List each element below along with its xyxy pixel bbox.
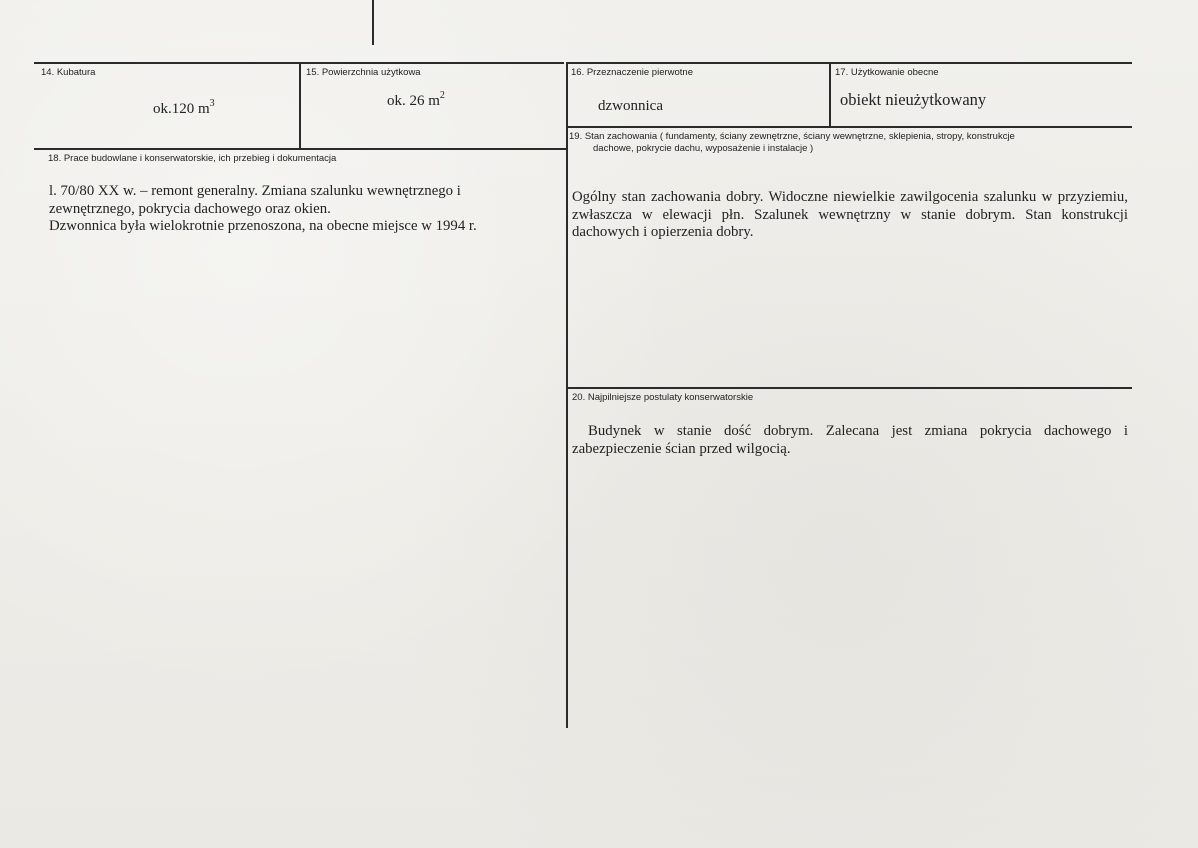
prace-paragraph-2: Dzwonnica była wielokrotnie przenoszona, na obecne miejsce w 1994 r.: [49, 218, 477, 234]
stan-label-line-2: dachowe, pokrycie dachu, wyposażenie i instalacje ): [593, 143, 814, 154]
powierzchnia-label: 15. Powierzchnia użytkowa: [306, 67, 421, 78]
kubatura-value: [153, 100, 215, 118]
kubatura-label: 14. Kubatura: [41, 67, 96, 78]
stan-label-line-1: 19. Stan zachowania ( fundamenty, ściany zewnętrzne, ściany wewnętrzne, sklepienia, stropy, konstrukcje: [569, 131, 1015, 142]
przeznaczenie-label: 16. Przeznaczenie pierwotne: [571, 67, 693, 78]
powierzchnia-value: [387, 92, 445, 110]
powierzchnia-number: ok. 26 m: [387, 93, 440, 109]
prace-text: [49, 183, 519, 236]
stan-text: Ogólny stan zachowania dobry. Widoczne niewielkie zawilgocenia szalunku w przyziemiu, zwłaszcza w elewacji płn. Szalunek wewnętrzny w stanie dobrym. Stan konstrukcji dachowych i opierzenia dobry.: [572, 189, 1128, 240]
divider-16-17: [829, 62, 831, 128]
rule-under-16-17: [566, 126, 1132, 128]
divider-14-15: [299, 62, 301, 150]
uzytkowanie-label: 17. Użytkowanie obecne: [835, 67, 939, 78]
kubatura-exponent: 3: [209, 98, 215, 109]
powierzchnia-exponent: 2: [439, 90, 445, 101]
prace-label: 18. Prace budowlane i konserwatorskie, ich przebieg i dokumentacja: [48, 153, 337, 164]
center-divider: [566, 62, 568, 728]
rule-above-20: [566, 387, 1132, 389]
postulaty-text: Budynek w stanie dość dobrym. Zalecana jest zmiana pokrycia dachowego i zabezpieczenie ścian przed wilgocią.: [572, 423, 1128, 457]
binding-mark-line: [372, 0, 374, 45]
rule-above-18: [34, 148, 566, 150]
prace-paragraph-1: l. 70/80 XX w. – remont generalny. Zmiana szalunku wewnętrznego i zewnętrznego, pokrycia dachowego oraz okien.: [49, 183, 461, 217]
kubatura-number: ok.120 m: [153, 101, 210, 117]
uzytkowanie-value: obiekt nieużytkowany: [840, 90, 987, 109]
postulaty-label: 20. Najpilniejsze postulaty konserwatorskie: [572, 392, 754, 403]
top-rule-right: [566, 62, 1132, 64]
przeznaczenie-value: dzwonnica: [598, 98, 663, 114]
